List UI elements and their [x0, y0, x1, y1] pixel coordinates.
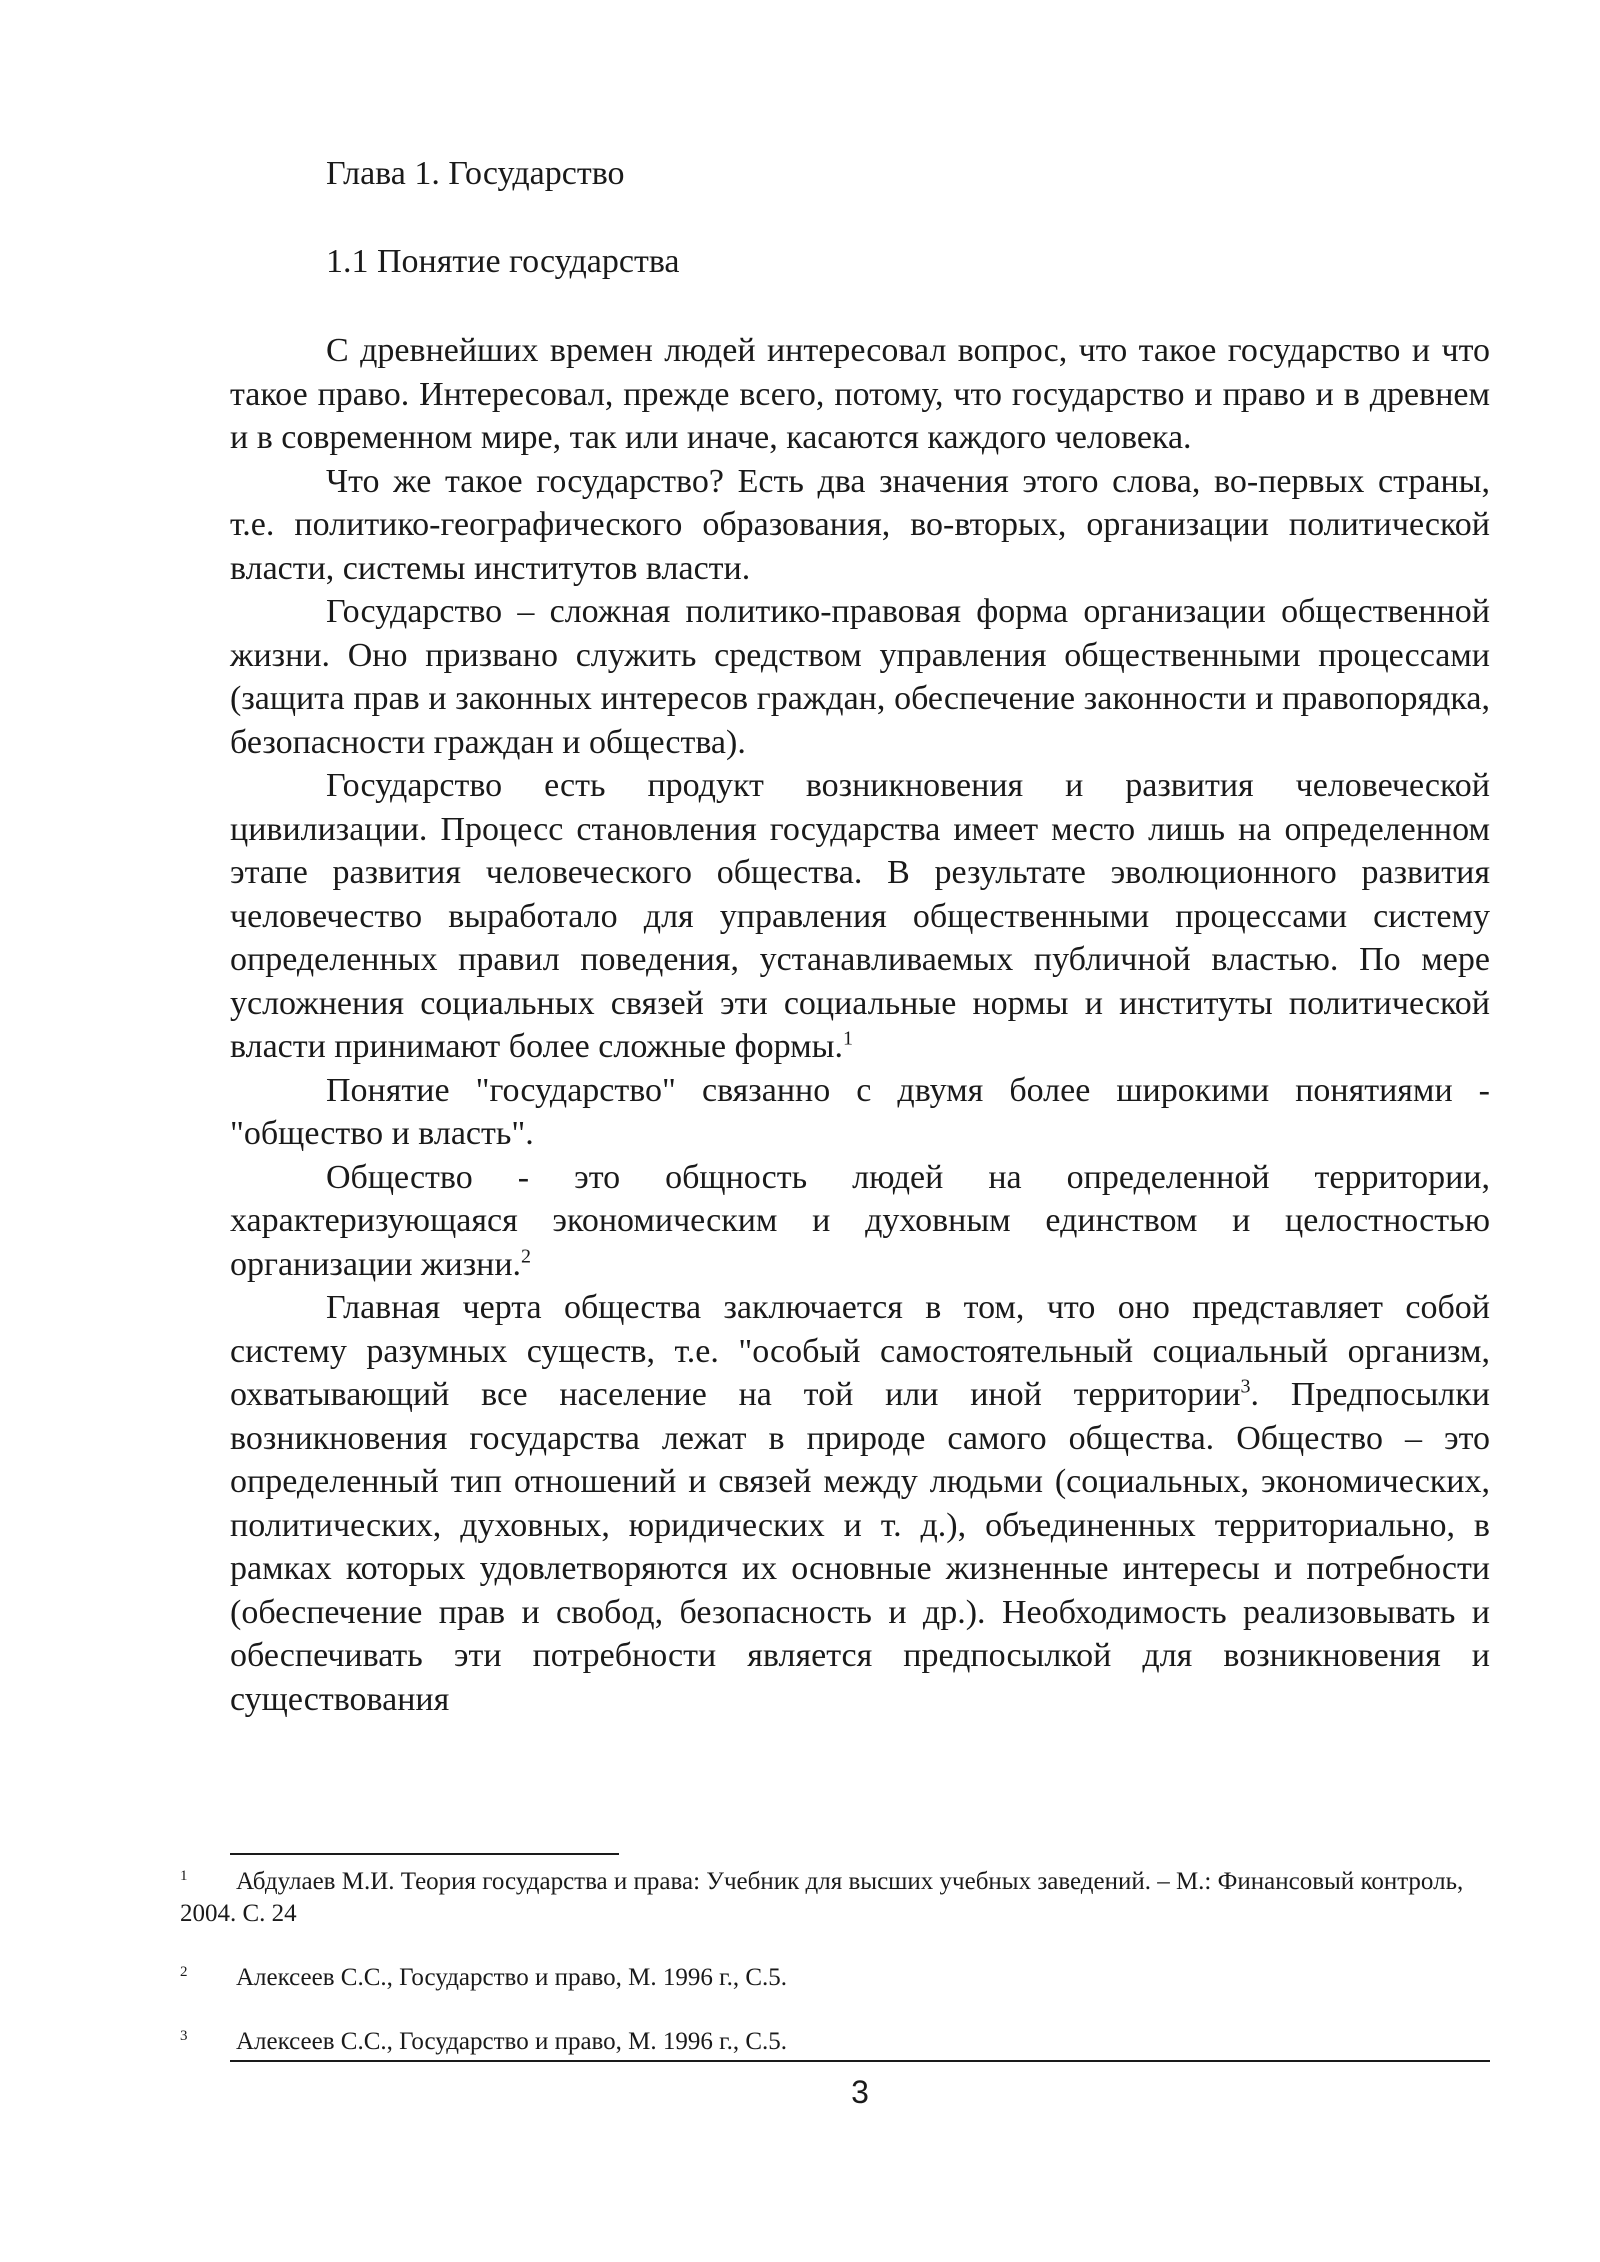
- footnote: [180, 1866, 1490, 1930]
- paragraph-text: Государство есть продукт возникновения и развития человеческой цивилизации. Процесс становления государства имеет место лишь на определенном этапе развития человеческого общества. В результате эволюционного развития человечество выработало для управления общественными процессами систему определенных правил поведения, устанавливаемых публичной властью. По мере усложнения социальных связей эти социальные нормы и институты политической власти принимают более сложные формы.: [230, 767, 1490, 1065]
- paragraph-text: Общество - это общность людей на определенной территории, характеризующаяся экономическим и духовным единством и целостностью организации жизни.: [230, 1158, 1490, 1283]
- paragraph-text: Главная черта общества заключается в том, что оно представляет собой систему разумных существ, т.е. "особый самостоятельный социальный организм, охватывающий все население на той или иной территории: [230, 1289, 1490, 1413]
- paragraph: [230, 329, 1490, 460]
- paragraph: [230, 1286, 1490, 1721]
- footnote-ref[interactable]: 2: [521, 1245, 532, 1268]
- paragraph-text: Понятие "государство" связанно с двумя более широкими понятиями - "общество и власть".: [230, 1071, 1490, 1152]
- paragraph-text: Государство – сложная политико-правовая форма организации общественной жизни. Оно призвано служить средством управления общественными процессами (защита прав и законных интересов граждан, обеспечение законности и правопорядка, безопасности граждан и общества).: [230, 593, 1490, 761]
- footnote-separator: [230, 1853, 619, 1855]
- footnote: [180, 1962, 1490, 1994]
- footnote-mark: 1: [180, 1868, 188, 1884]
- paragraph: [230, 590, 1490, 764]
- paragraph-text: Что же такое государство? Есть два значения этого слова, во-первых страны, т.е. политико-географического образования, во-вторых, организации политической власти, системы институтов власти.: [230, 462, 1490, 587]
- footnote-mark: 2: [180, 1964, 188, 1980]
- section-title: 1.1 Понятие государства: [326, 243, 680, 280]
- footnote-mark: 3: [180, 2028, 188, 2044]
- paragraph: [230, 1069, 1490, 1156]
- paragraph: [230, 1156, 1490, 1287]
- footer-rule: [230, 2060, 1490, 2062]
- footnote-text: Алексеев С.С., Государство и право, М. 1996 г., С.5.: [236, 1964, 788, 1991]
- footnote-ref[interactable]: 1: [842, 1027, 853, 1050]
- chapter-title: Глава 1. Государство: [326, 155, 625, 192]
- paragraph-text: С древнейших времен людей интересовал вопрос, что такое государство и что такое право. Интересовал, прежде всего, потому, что государство и право и в древнем и в современном мире, так или иначе, касаются каждого человека.: [230, 332, 1490, 456]
- paragraph-text-continued: . Предпосылки возникновения государства лежат в природе самого общества. Общество – это определенный тип отношений и связей между людьми (социальных, экономических, политических, духовных, юридических и т. д.), объединенных территориально, в рамках которых удовлетворяются их основные жизненные интересы и потребности (обеспечение прав и свобод, безопасность и др.). Необходимость реализовывать и обеспечивать эти потребности является предпосылкой для возникновения и существования: [230, 1376, 1490, 1718]
- footnotes: [180, 1866, 1490, 2058]
- paragraph: [230, 460, 1490, 591]
- footnote-text: Алексеев С.С., Государство и право, М. 1996 г., С.5.: [236, 2028, 788, 2055]
- footnote: [180, 2026, 1490, 2058]
- body-text: [230, 329, 1490, 1721]
- page-number: 3: [851, 2074, 869, 2110]
- footnote-ref[interactable]: 3: [1240, 1375, 1251, 1398]
- paragraph: [230, 764, 1490, 1069]
- footnote-text: Абдулаев М.И. Теория государства и права: Учебник для высших учебных заведений. – М.: Финансовый контроль, 2004. С. 24: [180, 1868, 1464, 1927]
